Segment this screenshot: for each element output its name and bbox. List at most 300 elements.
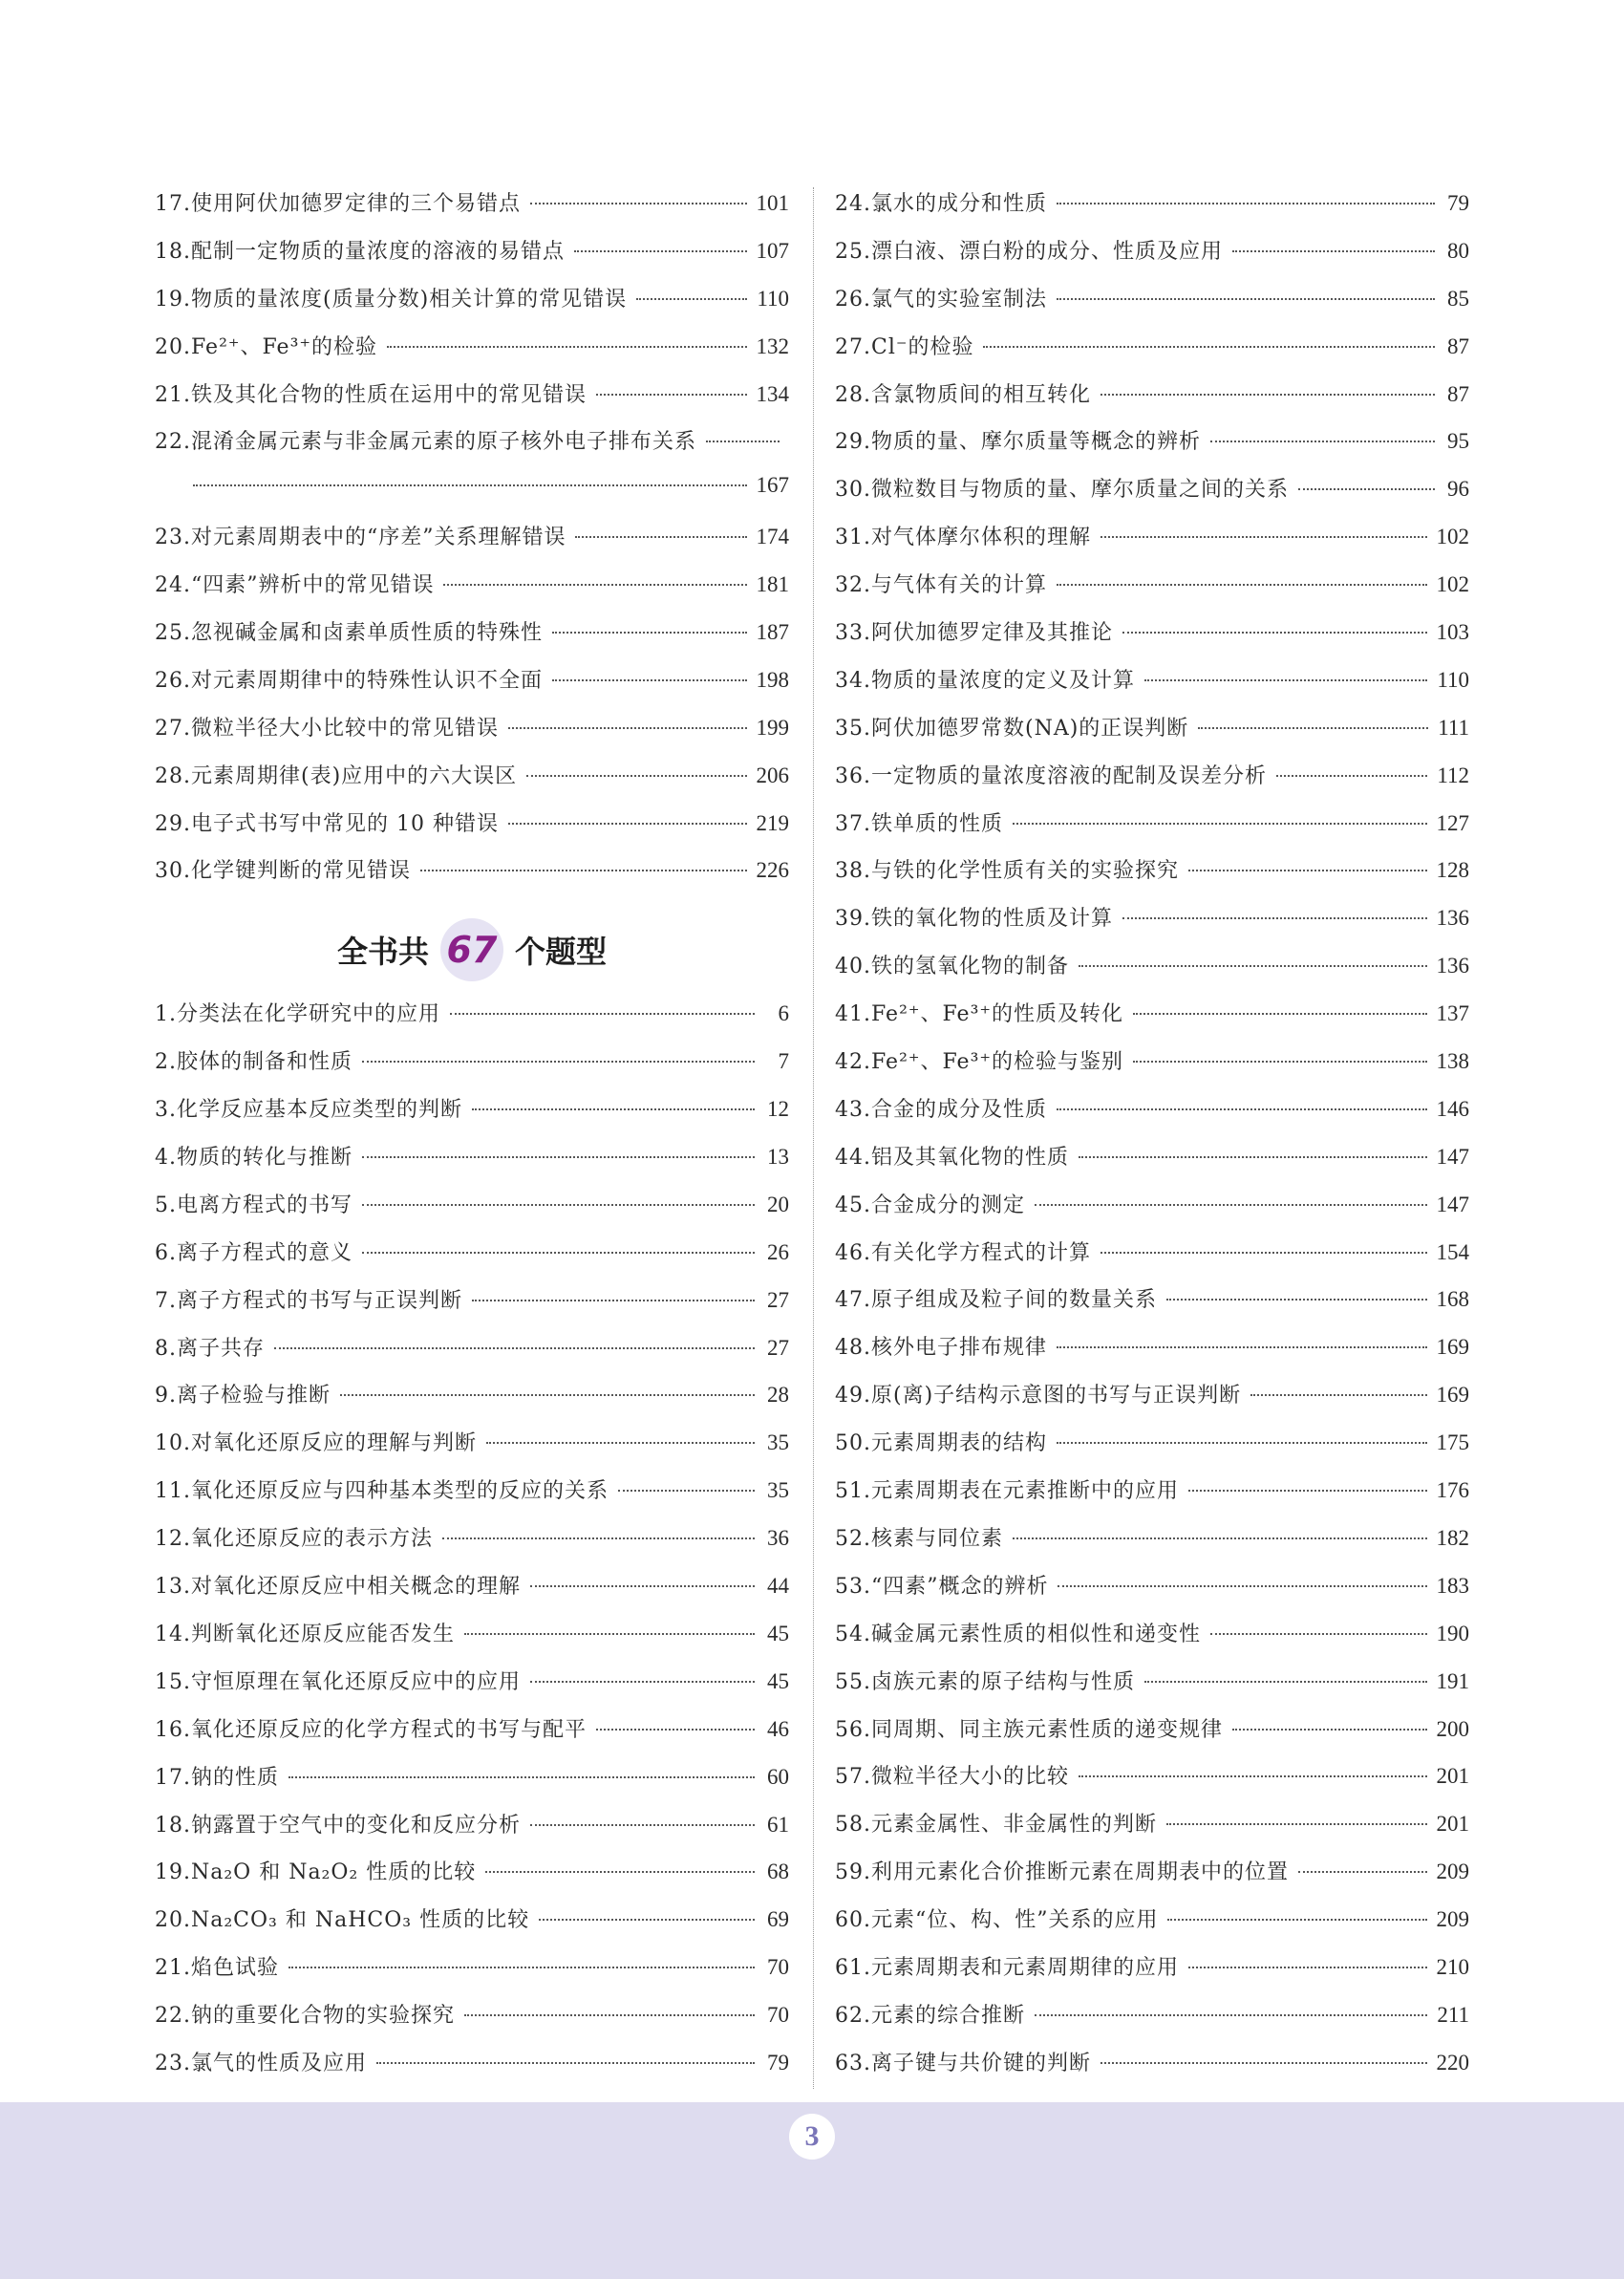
toc-entry-page: 46 <box>767 1716 789 1741</box>
toc-entry-title: 24.“四素”辨析中的常见错误 <box>155 573 435 598</box>
toc-entry-title: 41.Fe²⁺、Fe³⁺的性质及转化 <box>835 1002 1124 1027</box>
page-number: 3 <box>789 2114 835 2160</box>
toc-entry-page: 190 <box>1436 1621 1469 1645</box>
toc-entry-title: 3.化学反应基本反应类型的判断 <box>155 1098 462 1123</box>
toc-entry[interactable] <box>155 425 789 473</box>
dot-leader <box>1035 2014 1427 2016</box>
toc-entry[interactable] <box>835 1951 1469 1999</box>
toc-entry-continuation <box>155 473 789 521</box>
toc-entry-page: 35 <box>767 1430 789 1455</box>
toc-entry-title: 27.微粒半径大小比较中的常见错误 <box>155 716 499 741</box>
column-divider <box>813 187 814 2089</box>
toc-entry-title: 39.铁的氧化物的性质及计算 <box>835 907 1113 932</box>
toc-entry[interactable] <box>835 1522 1469 1570</box>
toc-entry[interactable] <box>155 235 789 283</box>
toc-entry-page: 12 <box>767 1097 789 1122</box>
toc-entry-title: 23.氯气的性质及应用 <box>155 2051 367 2075</box>
dot-leader <box>485 1871 755 1873</box>
toc-entry-page: 20 <box>767 1192 789 1216</box>
toc-entry-page: 146 <box>1436 1096 1469 1121</box>
toc-entry-title: 53.“四素”概念的辨析 <box>835 1574 1049 1599</box>
toc-entry[interactable] <box>835 378 1469 426</box>
dot-leader <box>706 441 780 442</box>
toc-entry[interactable] <box>835 1808 1469 1856</box>
toc-entry-title: 44.铝及其氧化物的性质 <box>835 1145 1069 1170</box>
toc-entry[interactable] <box>835 187 1469 235</box>
dot-leader <box>1035 1204 1427 1206</box>
toc-entry-page: 27 <box>767 1335 789 1360</box>
toc-entry-title: 58.元素金属性、非金属性的判断 <box>835 1813 1157 1838</box>
toc-entry[interactable] <box>155 1951 789 1999</box>
dot-leader <box>362 1156 755 1158</box>
question-types-list-left <box>155 998 789 2094</box>
toc-entry-title: 27.Cl⁻的检验 <box>835 334 974 359</box>
toc-entry-page: 201 <box>1436 1812 1469 1837</box>
toc-entry-page: 102 <box>1436 572 1469 597</box>
toc-entry-page: 206 <box>756 763 789 787</box>
toc-entry-page: 110 <box>757 286 789 311</box>
toc-entry-title: 20.Na₂CO₃ 和 NaHCO₃ 性质的比较 <box>155 1908 530 1933</box>
toc-entry-title: 13.对氧化还原反应中相关概念的理解 <box>155 1575 521 1600</box>
dot-leader <box>574 250 747 252</box>
dot-leader <box>530 1681 755 1683</box>
toc-entry-page: 175 <box>1436 1430 1469 1455</box>
toc-entry[interactable] <box>835 664 1469 712</box>
toc-entry-title: 36.一定物质的量浓度溶液的配制及误差分析 <box>835 763 1267 788</box>
dot-leader <box>1188 870 1427 871</box>
dot-leader <box>1100 2062 1427 2064</box>
dot-leader <box>1133 1061 1426 1063</box>
dot-leader <box>1013 823 1427 825</box>
toc-entry[interactable] <box>155 998 789 1045</box>
dot-leader <box>450 1013 755 1015</box>
toc-entry-title: 2.胶体的制备和性质 <box>155 1050 353 1075</box>
toc-entry[interactable] <box>835 1236 1469 1284</box>
dot-leader <box>362 1204 755 1206</box>
toc-entry-title: 17.钠的性质 <box>155 1765 279 1790</box>
dot-leader <box>288 1967 755 1968</box>
dot-leader <box>1188 1490 1427 1492</box>
toc-entry[interactable] <box>155 187 789 235</box>
toc-entry-title: 30.微粒数目与物质的量、摩尔质量之间的关系 <box>835 478 1289 503</box>
toc-entry[interactable] <box>835 1427 1469 1474</box>
toc-entry-page: 201 <box>1436 1764 1469 1789</box>
toc-entry-page: 134 <box>756 381 789 406</box>
dot-leader <box>1079 965 1427 967</box>
common-errors-list <box>155 187 789 902</box>
toc-entry-title: 48.核外电子排布规律 <box>835 1336 1047 1361</box>
toc-entry-title: 26.对元素周期律中的特殊性认识不全面 <box>155 668 543 693</box>
section-title-suffix: 个题型 <box>515 934 608 971</box>
toc-entry-page: 200 <box>1436 1716 1469 1741</box>
toc-entry-title: 4.物质的转化与推断 <box>155 1146 353 1171</box>
toc-entry[interactable] <box>835 1713 1469 1761</box>
toc-entry[interactable] <box>835 1189 1469 1236</box>
toc-entry[interactable] <box>835 807 1469 855</box>
toc-entry-page: 87 <box>1447 333 1469 358</box>
dot-leader <box>420 870 747 871</box>
toc-entry-page: 26 <box>767 1239 789 1264</box>
dot-leader <box>1100 1252 1427 1254</box>
toc-entry[interactable] <box>155 1379 789 1427</box>
toc-entry-page: 103 <box>1436 620 1469 645</box>
dot-leader <box>362 1061 755 1063</box>
toc-entry[interactable] <box>835 473 1469 521</box>
toc-entry-page: 85 <box>1447 286 1469 311</box>
toc-entry[interactable] <box>155 1999 789 2047</box>
dot-leader <box>1167 1919 1426 1921</box>
toc-entry-title: 37.铁单质的性质 <box>835 811 1003 836</box>
toc-entry[interactable] <box>155 664 789 712</box>
toc-entry[interactable] <box>835 854 1469 902</box>
toc-entry-title: 42.Fe²⁺、Fe³⁺的检验与鉴别 <box>835 1050 1124 1075</box>
toc-entry-page: 226 <box>756 858 789 883</box>
toc-entry-title: 22.钠的重要化合物的实验探究 <box>155 2004 455 2029</box>
dot-leader <box>1079 1775 1427 1777</box>
toc-entry-title: 54.碱金属元素性质的相似性和递变性 <box>835 1622 1201 1646</box>
dot-leader <box>1079 1156 1427 1158</box>
toc-entry-title: 62.元素的综合推断 <box>835 2003 1025 2028</box>
dot-leader <box>552 632 747 634</box>
toc-entry-title: 24.氯水的成分和性质 <box>835 192 1047 216</box>
toc-entry-title: 32.与气体有关的计算 <box>835 573 1047 598</box>
dot-leader <box>1276 775 1427 777</box>
toc-entry-page: 174 <box>756 525 789 549</box>
toc-entry-page: 210 <box>1436 1954 1469 1979</box>
toc-entry[interactable] <box>155 569 789 616</box>
toc-entry-title: 23.对元素周期表中的“序差”关系理解错误 <box>155 526 566 550</box>
toc-entry-title: 31.对气体摩尔体积的理解 <box>835 526 1091 550</box>
toc-entry-title: 21.焰色试验 <box>155 1956 279 1981</box>
toc-entry[interactable] <box>155 1332 789 1380</box>
toc-entry-page: 169 <box>1436 1383 1469 1408</box>
dot-leader <box>526 775 746 777</box>
dot-leader <box>508 823 747 825</box>
toc-entry-title: 14.判断氧化还原反应能否发生 <box>155 1622 455 1646</box>
toc-entry[interactable] <box>155 1809 789 1857</box>
toc-entry[interactable] <box>155 854 789 902</box>
toc-entry-title: 63.离子键与共价键的判断 <box>835 2051 1091 2075</box>
dot-leader <box>508 727 747 729</box>
toc-entry-page: 182 <box>1436 1525 1469 1550</box>
dot-leader <box>376 2062 755 2064</box>
toc-entry-title: 55.卤族元素的原子结构与性质 <box>835 1669 1135 1694</box>
toc-entry-title: 16.氧化还原反应的化学方程式的书写与配平 <box>155 1717 587 1742</box>
dot-leader <box>539 1919 755 1921</box>
toc-entry[interactable] <box>155 1522 789 1570</box>
toc-entry[interactable] <box>835 1903 1469 1951</box>
toc-entry-title: 10.对氧化还原反应的理解与判断 <box>155 1431 477 1456</box>
toc-entry-page: 101 <box>756 191 789 215</box>
toc-entry-title: 34.物质的量浓度的定义及计算 <box>835 668 1135 693</box>
section-title <box>155 902 789 998</box>
toc-entry-title: 17.使用阿伏加德罗定律的三个易错点 <box>155 192 521 216</box>
dot-leader <box>530 1824 755 1826</box>
toc-entry[interactable] <box>835 1856 1469 1903</box>
toc-entry[interactable] <box>835 1618 1469 1666</box>
dot-leader <box>1198 727 1428 729</box>
toc-entry-page: 137 <box>1436 1001 1469 1026</box>
dot-leader <box>530 203 747 204</box>
dot-leader <box>387 346 746 348</box>
toc-entry[interactable] <box>835 712 1469 760</box>
toc-entry-title: 25.忽视碱金属和卤素单质性质的特殊性 <box>155 621 543 646</box>
toc-entry[interactable] <box>835 760 1469 807</box>
toc-entry-page: 60 <box>767 1764 789 1789</box>
toc-entry[interactable] <box>155 1189 789 1236</box>
section-title-prefix: 全书共 <box>336 934 429 971</box>
toc-entry-title: 9.离子检验与推断 <box>155 1384 331 1408</box>
toc-entry-page: 6 <box>778 1001 789 1026</box>
toc-entry-title: 28.含氯物质间的相互转化 <box>835 382 1091 407</box>
dot-leader <box>464 2014 755 2016</box>
toc-entry[interactable] <box>835 902 1469 950</box>
toc-entry[interactable] <box>155 1284 789 1332</box>
toc-entry-page: 13 <box>767 1145 789 1170</box>
toc-entry-page: 110 <box>1437 667 1469 692</box>
toc-entry[interactable] <box>155 1618 789 1666</box>
toc-entry-title: 25.漂白液、漂白粉的成分、性质及应用 <box>835 239 1223 264</box>
toc-entry[interactable] <box>835 1141 1469 1189</box>
dot-leader <box>288 1776 755 1778</box>
dot-leader <box>1057 1346 1427 1348</box>
toc-entry[interactable] <box>155 1856 789 1903</box>
toc-entry[interactable] <box>835 1999 1469 2047</box>
toc-entry-page: 79 <box>1447 191 1469 215</box>
dot-leader <box>618 1490 755 1492</box>
dot-leader <box>530 1585 755 1587</box>
toc-entry-title: 19.Na₂O 和 Na₂O₂ 性质的比较 <box>155 1860 477 1885</box>
dot-leader <box>1188 1967 1427 1968</box>
dot-leader <box>1013 1537 1427 1539</box>
question-types-list-right <box>835 187 1469 2095</box>
toc-entry-title: 46.有关化学方程式的计算 <box>835 1240 1091 1265</box>
toc-entry-page: 167 <box>756 473 789 498</box>
toc-entry[interactable] <box>155 1903 789 1951</box>
toc-entry-page: 183 <box>1436 1573 1469 1598</box>
dot-leader <box>340 1394 755 1396</box>
toc-entry-title: 52.核素与同位素 <box>835 1526 1003 1551</box>
toc-entry-title: 33.阿伏加德罗定律及其推论 <box>835 621 1113 646</box>
toc-entry[interactable] <box>155 2047 789 2095</box>
dot-leader <box>596 1729 755 1731</box>
toc-entry[interactable] <box>835 1283 1469 1331</box>
toc-entry-title: 38.与铁的化学性质有关的实验探究 <box>835 859 1179 884</box>
dot-leader <box>442 1537 755 1539</box>
dot-leader <box>1166 1823 1427 1825</box>
toc-entry[interactable] <box>155 1141 789 1189</box>
toc-entry-page: 96 <box>1447 477 1469 502</box>
toc-entry-title: 12.氧化还原反应的表示方法 <box>155 1527 433 1552</box>
toc-entry-title: 6.离子方程式的意义 <box>155 1240 353 1265</box>
toc-entry[interactable] <box>155 1666 789 1713</box>
toc-entry[interactable] <box>835 998 1469 1045</box>
dot-leader <box>1057 584 1427 586</box>
toc-entry[interactable] <box>835 1093 1469 1141</box>
toc-entry[interactable] <box>155 283 789 331</box>
toc-entry-page: 70 <box>767 2003 789 2028</box>
toc-entry-page: 128 <box>1436 858 1469 883</box>
dot-leader <box>1144 679 1427 681</box>
toc-entry[interactable] <box>155 1427 789 1474</box>
toc-entry-title: 60.元素“位、构、性”关系的应用 <box>835 1908 1159 1933</box>
dot-leader <box>575 536 746 538</box>
toc-entry-title: 7.离子方程式的书写与正误判断 <box>155 1288 462 1313</box>
dot-leader <box>1232 250 1435 252</box>
toc-entry[interactable] <box>155 712 789 760</box>
toc-entry-title: 1.分类法在化学研究中的应用 <box>155 1002 440 1027</box>
dot-leader <box>472 1300 755 1301</box>
dot-leader <box>1298 1871 1427 1873</box>
dot-leader <box>1100 394 1435 396</box>
toc-entry-page: 147 <box>1436 1192 1469 1216</box>
toc-entry-page: 7 <box>778 1049 789 1074</box>
toc-entry-page: 80 <box>1447 238 1469 263</box>
dot-leader <box>1058 1585 1426 1587</box>
toc-entry-title: 15.守恒原理在氧化还原反应中的应用 <box>155 1669 521 1694</box>
left-column <box>155 187 789 2095</box>
toc-entry[interactable] <box>155 1236 789 1284</box>
dot-leader <box>274 1347 755 1349</box>
toc-entry-page: 211 <box>1437 2002 1469 2027</box>
toc-entry-title: 26.氯气的实验室制法 <box>835 287 1047 312</box>
dot-leader <box>1232 1729 1427 1731</box>
toc-entry[interactable] <box>155 1570 789 1618</box>
toc-entry-page: 219 <box>756 810 789 835</box>
count-badge: 67 <box>440 918 503 981</box>
dot-leader <box>552 679 747 681</box>
toc-entry[interactable] <box>835 521 1469 569</box>
toc-entry-page: 68 <box>767 1860 789 1884</box>
toc-entry-page: 168 <box>1436 1287 1469 1312</box>
dot-leader <box>983 346 1435 348</box>
toc-entry[interactable] <box>835 283 1469 331</box>
dot-leader <box>193 484 747 486</box>
toc-entry[interactable] <box>155 616 789 664</box>
toc-entry[interactable] <box>835 616 1469 664</box>
toc-entry-page: 69 <box>767 1907 789 1932</box>
toc-entry[interactable] <box>835 1045 1469 1093</box>
toc-entry[interactable] <box>835 235 1469 283</box>
toc-entry-page: 198 <box>756 667 789 692</box>
toc-entry[interactable] <box>155 1761 789 1809</box>
toc-entry-page: 107 <box>756 238 789 263</box>
toc-entry-title: 18.钠露置于空气中的变化和反应分析 <box>155 1813 521 1838</box>
toc-entry[interactable] <box>835 1474 1469 1522</box>
dot-leader <box>1133 1013 1426 1015</box>
toc-entry-title: 20.Fe²⁺、Fe³⁺的检验 <box>155 334 378 359</box>
toc-entry-title: 11.氧化还原反应与四种基本类型的反应的关系 <box>155 1479 609 1504</box>
toc-entry-title: 22.混淆金属元素与非金属元素的原子核外电子排布关系 <box>155 430 696 455</box>
toc-entry[interactable] <box>155 521 789 569</box>
toc-entry-title: 51.元素周期表在元素推断中的应用 <box>835 1479 1179 1504</box>
toc-entry-page: 191 <box>1436 1668 1469 1693</box>
toc-entry-title: 43.合金的成分及性质 <box>835 1097 1047 1122</box>
toc-entry-page: 36 <box>767 1526 789 1551</box>
toc-entry-page: 181 <box>756 572 789 597</box>
toc-entry-title: 35.阿伏加德罗常数(NA)的正误判断 <box>835 716 1189 741</box>
toc-entry[interactable] <box>155 1093 789 1141</box>
toc-entry-page: 127 <box>1436 810 1469 835</box>
toc-entry-page: 45 <box>767 1621 789 1645</box>
toc-entry-page: 176 <box>1436 1478 1469 1503</box>
toc-entry-title: 5.电离方程式的书写 <box>155 1193 353 1217</box>
dot-leader <box>1057 298 1435 300</box>
toc-entry-title: 59.利用元素化合价推断元素在周期表中的位置 <box>835 1860 1289 1885</box>
toc-entry[interactable] <box>835 1760 1469 1808</box>
toc-entry-title: 61.元素周期表和元素周期律的应用 <box>835 1955 1179 1980</box>
right-column <box>835 187 1469 2095</box>
toc-entry[interactable] <box>835 2047 1469 2095</box>
dot-leader <box>1250 1394 1426 1396</box>
toc-entry-page: 70 <box>767 1955 789 1980</box>
toc-entry-page: 187 <box>756 620 789 645</box>
dot-leader <box>464 1633 755 1635</box>
toc-entry-title: 8.离子共存 <box>155 1336 265 1361</box>
dot-leader <box>1122 917 1427 919</box>
toc-entry[interactable] <box>835 425 1469 473</box>
dot-leader <box>472 1108 755 1110</box>
toc-entry-title: 19.物质的量浓度(质量分数)相关计算的常见错误 <box>155 287 628 312</box>
toc-entry-page: 102 <box>1436 525 1469 549</box>
toc-entry-page: 35 <box>767 1478 789 1503</box>
dot-leader <box>1166 1299 1427 1301</box>
dot-leader <box>443 584 746 586</box>
toc-entry[interactable] <box>155 1474 789 1522</box>
toc-entry[interactable] <box>835 950 1469 998</box>
toc-entry[interactable] <box>835 1379 1469 1427</box>
toc-entry-page: 199 <box>756 715 789 740</box>
toc-entry[interactable] <box>155 760 789 807</box>
toc-entry[interactable] <box>835 1570 1469 1618</box>
toc-entry-page: 79 <box>767 2050 789 2075</box>
dot-leader <box>1100 536 1427 538</box>
toc-entry-page: 28 <box>767 1383 789 1408</box>
dot-leader <box>596 394 747 396</box>
toc-entry[interactable] <box>155 1713 789 1761</box>
toc-entry-title: 18.配制一定物质的量浓度的溶液的易错点 <box>155 239 565 264</box>
toc-entry-page: 61 <box>767 1812 789 1837</box>
dot-leader <box>486 1442 755 1444</box>
toc-entry-page: 136 <box>1436 954 1469 978</box>
toc-entry-page: 220 <box>1436 2050 1469 2075</box>
dot-leader <box>1144 1681 1427 1683</box>
dot-leader <box>1057 1442 1427 1444</box>
toc-entry[interactable] <box>155 331 789 378</box>
toc-entry[interactable] <box>835 331 1469 378</box>
toc-entry[interactable] <box>155 807 789 855</box>
toc-entry[interactable] <box>835 569 1469 616</box>
dot-leader <box>362 1252 755 1254</box>
toc-entry-page: 132 <box>756 333 789 358</box>
toc-entry-page: 27 <box>767 1287 789 1312</box>
toc-entry[interactable] <box>835 1666 1469 1713</box>
toc-entry-title: 29.物质的量、摩尔质量等概念的辨析 <box>835 430 1201 455</box>
toc-entry-title: 56.同周期、同主族元素性质的递变规律 <box>835 1717 1223 1742</box>
toc-entry-title: 40.铁的氢氧化物的制备 <box>835 955 1069 979</box>
toc-entry[interactable] <box>155 378 789 426</box>
toc-entry-page: 154 <box>1436 1239 1469 1264</box>
toc-entry-page: 136 <box>1436 906 1469 931</box>
dot-leader <box>1210 1633 1427 1635</box>
dot-leader <box>1057 1108 1427 1110</box>
toc-entry[interactable] <box>155 1045 789 1093</box>
toc-entry-title: 28.元素周期律(表)应用中的六大误区 <box>155 763 518 788</box>
toc-entry[interactable] <box>835 1331 1469 1379</box>
toc-entry-page: 111 <box>1438 715 1469 740</box>
toc-entry-page: 209 <box>1436 1907 1469 1932</box>
toc-entry-page: 95 <box>1447 429 1469 454</box>
